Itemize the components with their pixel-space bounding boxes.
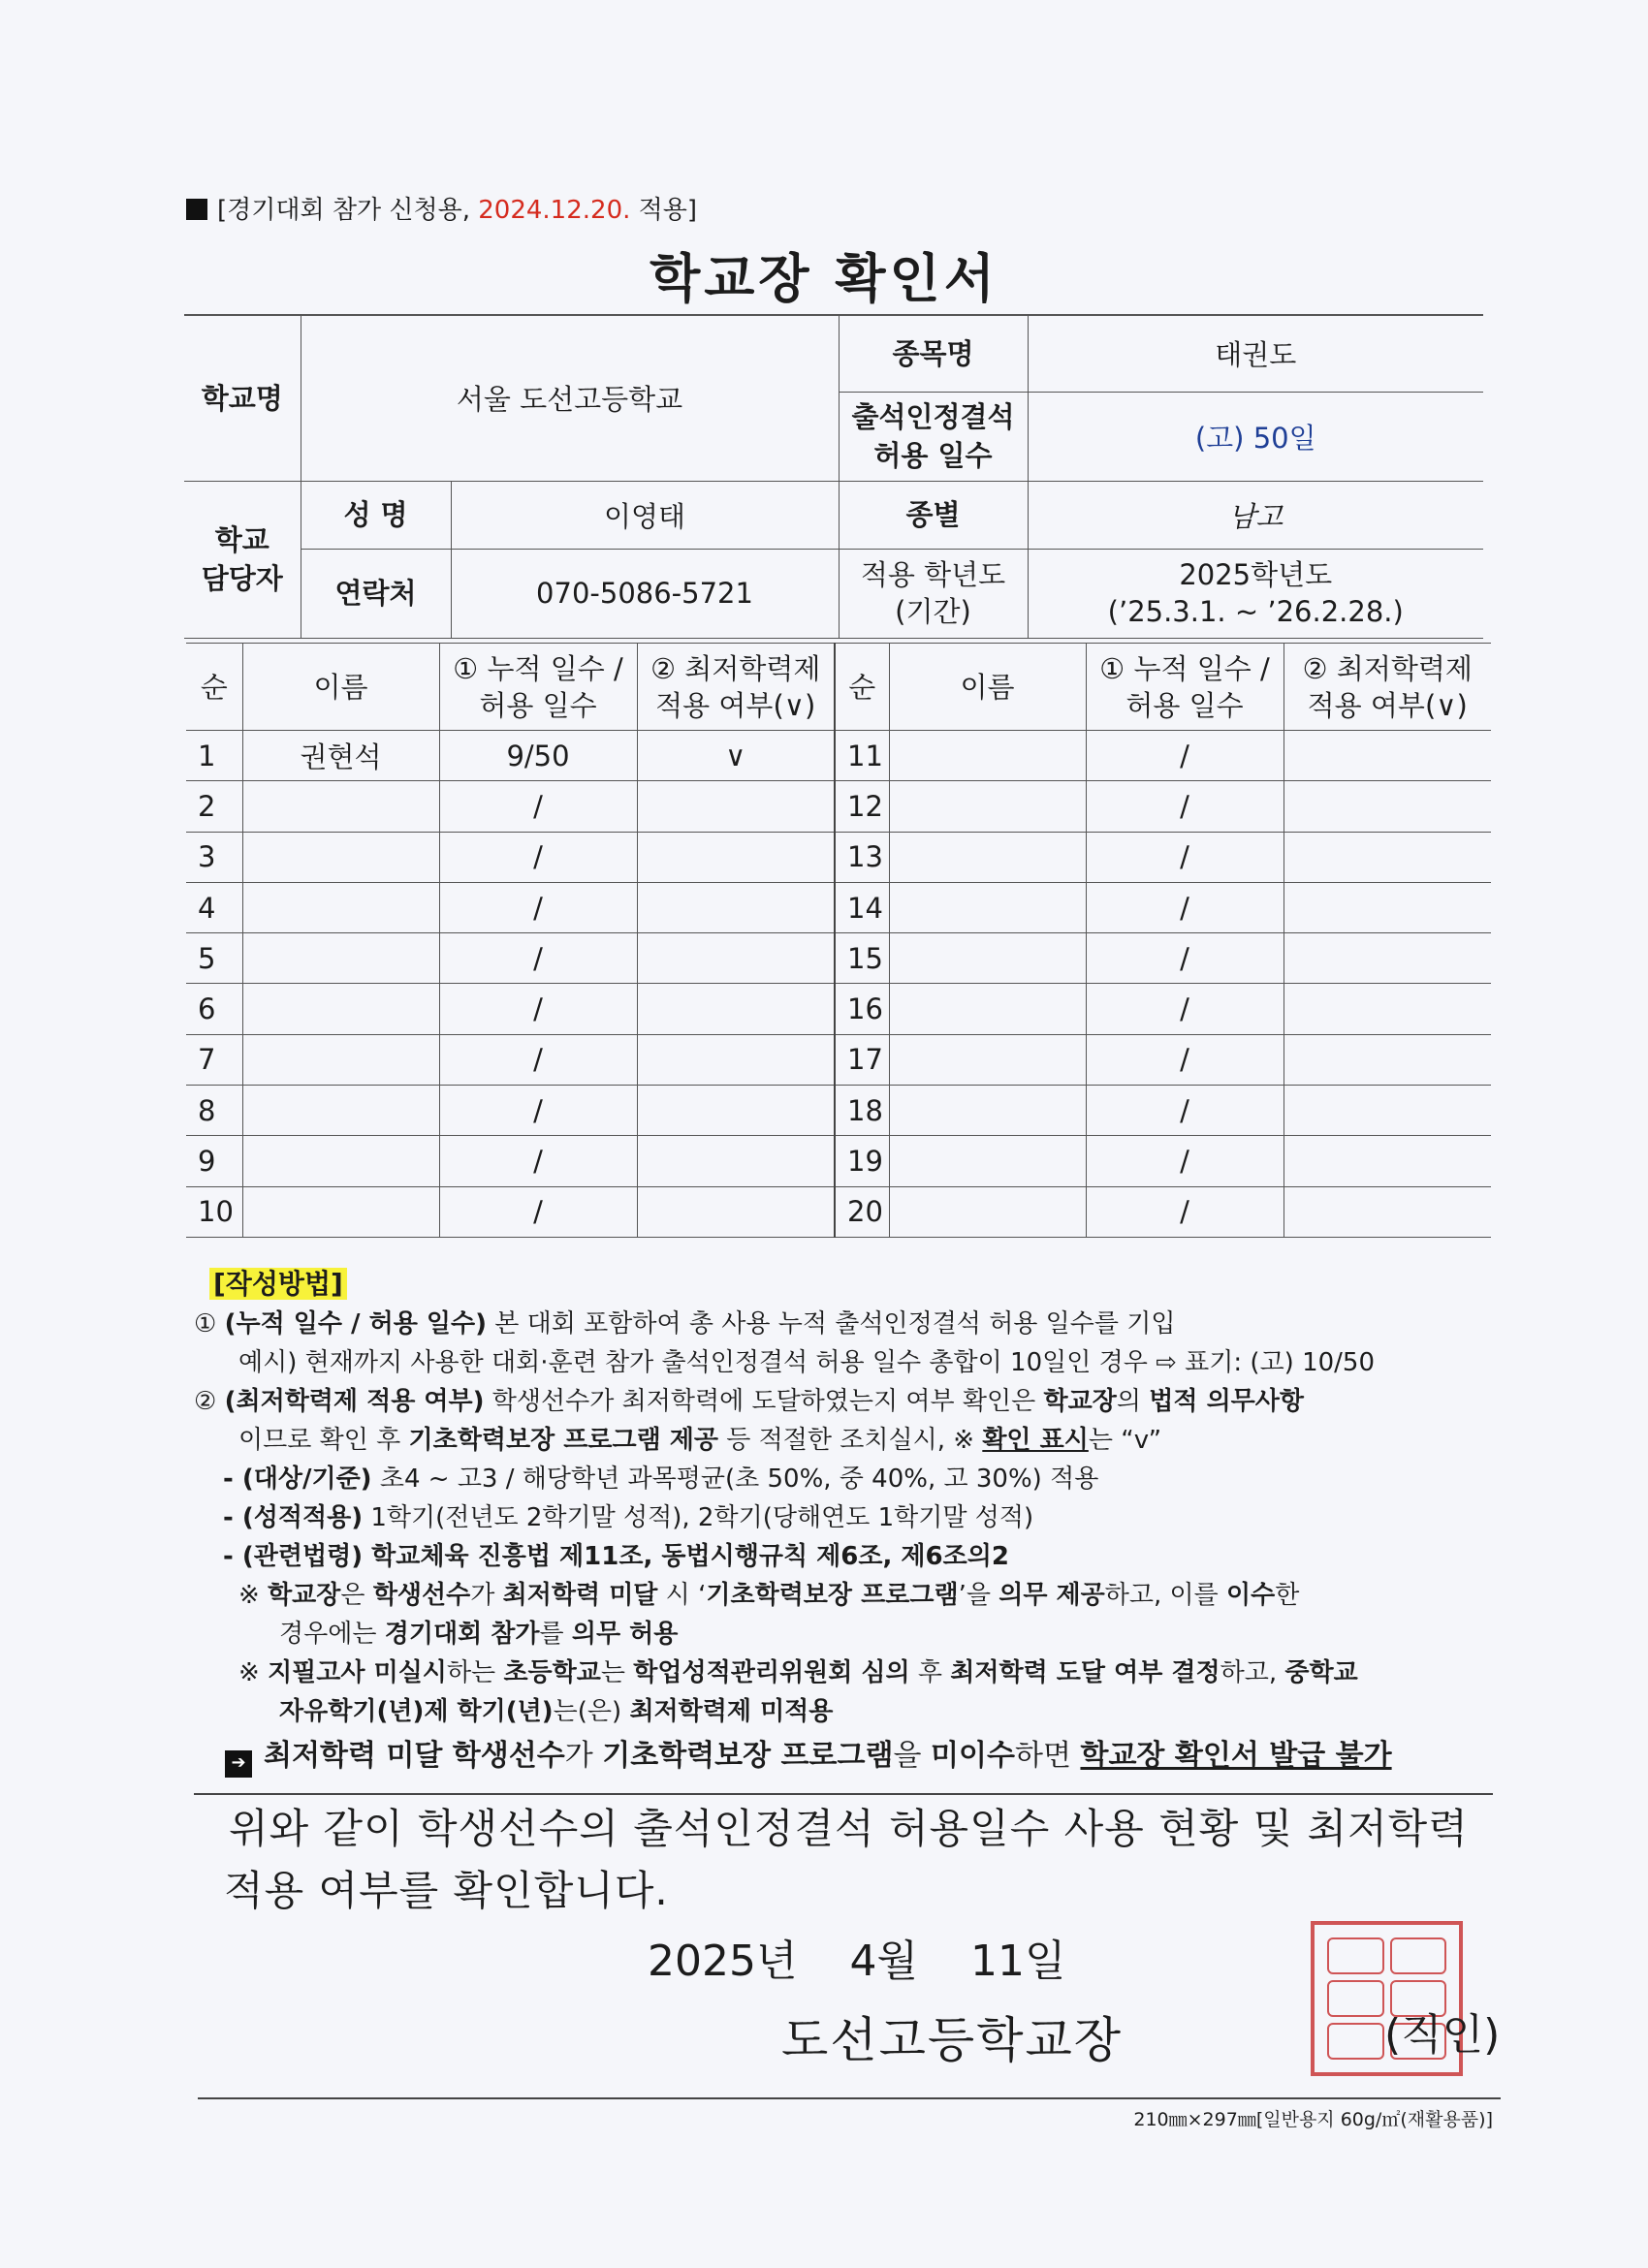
- roster-cell-min: [637, 781, 835, 832]
- note-2-c: 하는: [446, 1658, 504, 1687]
- note-2-f: 학업성적관리위원회 심의: [633, 1658, 910, 1687]
- bullet-grades-text: 1학기(전년도 2학기말 성적), 2학기(당해연도 1학기말 성적): [363, 1503, 1034, 1532]
- roster-cell-min: [1284, 1086, 1491, 1136]
- roster-cell-name: [889, 781, 1086, 832]
- roster-cell-min: [1284, 1186, 1491, 1237]
- roster-cell-no: 11: [835, 731, 889, 781]
- roster-cell-days: /: [439, 1136, 637, 1186]
- instruction-1-mark: ①: [194, 1309, 217, 1339]
- roster-cell-days: /: [439, 882, 637, 932]
- school-year-label: [839, 549, 1028, 638]
- bullet-law-text-a: 학교체육 진흥법 제11조, 동법시행규칙 제6조,: [363, 1542, 902, 1571]
- note-1-d: 학생선수: [372, 1581, 471, 1610]
- roster-cell-no: 18: [835, 1086, 889, 1136]
- roster-cell-no: 8: [186, 1086, 242, 1136]
- table-row: [186, 1086, 1491, 1136]
- roster-cell-days: /: [439, 984, 637, 1034]
- paper-spec-footer: 210㎜×297㎜[일반용지 60g/㎡(재활용품)]: [1133, 2109, 1493, 2130]
- school-info-table: [184, 316, 1483, 639]
- roster-cell-name: [889, 933, 1086, 984]
- instruction-2-line2-c: 등 적절한 조치실시, ※: [718, 1426, 983, 1455]
- instruction-2-bold: (최저학력제 적용 여부): [224, 1387, 485, 1416]
- bullet-law-bold: - (관련법령): [223, 1542, 364, 1571]
- roster-cell-min: [1284, 781, 1491, 832]
- final-warning-b: 가: [564, 1739, 603, 1773]
- roster-cell-days: /: [439, 1086, 637, 1136]
- roster-cell-name: [889, 984, 1086, 1034]
- confirmation-line1: 위와 같이 학생선수의 출석인정결석 허용일수 사용 현황 및 최저학력: [229, 1805, 1469, 1852]
- final-warning-g: 학교장 확인서 발급 불가: [1080, 1739, 1392, 1773]
- table-row: [186, 1186, 1491, 1237]
- note-1-h: 기초학력보장 프로그램: [706, 1581, 959, 1610]
- roster-cell-days: /: [1086, 984, 1284, 1034]
- roster-cell-days: 9/50: [439, 731, 637, 781]
- roster-cell-days: /: [1086, 882, 1284, 932]
- roster-cell-name: [242, 832, 439, 882]
- note-1-line2-c: 를: [539, 1620, 572, 1649]
- note-1-f: 최저학력 미달: [502, 1581, 658, 1610]
- allowance-label: [839, 392, 1028, 481]
- instruction-2-mark: ②: [194, 1387, 217, 1416]
- roster-header-days-right: [1086, 644, 1284, 731]
- roster-cell-min: [1284, 1136, 1491, 1186]
- roster-cell-min: [637, 1186, 835, 1237]
- roster-cell-name: [889, 882, 1086, 932]
- instruction-2-line2-b: 기초학력보장 프로그램 제공: [408, 1426, 718, 1455]
- bullet-target: [194, 1460, 1493, 1498]
- roster-cell-min: ∨: [637, 731, 835, 781]
- roster-cell-no: 10: [186, 1186, 242, 1237]
- roster-cell-name: [242, 1086, 439, 1136]
- note-1-a: ※: [238, 1581, 269, 1610]
- seal-label: (직인): [1384, 2010, 1501, 2060]
- roster-cell-no: 16: [835, 984, 889, 1034]
- school-name-value: 서울 도선고등학교: [301, 316, 839, 481]
- note-2-line2: [194, 1692, 1493, 1731]
- roster-cell-min: [1284, 1034, 1491, 1085]
- roster-cell-days: /: [1086, 1186, 1284, 1237]
- square-bullet-icon: [186, 199, 207, 220]
- roster-cell-days: /: [439, 781, 637, 832]
- roster-cell-min: [1284, 984, 1491, 1034]
- school-year-period: (’25.3.1. ~ ’26.2.28.): [1107, 595, 1404, 628]
- note-2-d: 초등학교: [503, 1658, 601, 1687]
- final-warning-c: 기초학력보장 프로그램: [602, 1739, 894, 1773]
- roster-cell-days: /: [439, 933, 637, 984]
- table-row: [186, 882, 1491, 932]
- note-1-l: 이수: [1226, 1581, 1276, 1610]
- school-year-value-line1: 2025학년도: [1179, 558, 1333, 591]
- roster-header-days-line2: 허용 일수: [479, 688, 597, 722]
- school-year-value: [1028, 549, 1483, 638]
- roster-cell-min: [1284, 832, 1491, 882]
- bullet-grades-bold: - (성적적용): [223, 1503, 364, 1532]
- note-2-line2-b: 는(은): [553, 1697, 630, 1726]
- roster-cell-min: [637, 1136, 835, 1186]
- roster-cell-name: [889, 731, 1086, 781]
- instructions-section: [194, 1265, 1493, 1778]
- roster-header-days: [439, 644, 637, 731]
- confirmation-line2: 적용 여부를 확인합니다.: [224, 1867, 669, 1914]
- roster-cell-days: /: [1086, 1034, 1284, 1085]
- note-2-i: 하고,: [1220, 1658, 1285, 1687]
- instructions-heading: [작성방법]: [209, 1268, 347, 1300]
- table-row: [186, 1034, 1491, 1085]
- roster-header-days-right-line2: 허용 일수: [1125, 688, 1244, 722]
- sport-label: 종목명: [839, 316, 1028, 392]
- instruction-1-bold: (누적 일수 / 허용 일수): [224, 1309, 487, 1339]
- instruction-2-bold-d: 법적 의무사항: [1149, 1387, 1305, 1416]
- roster-cell-no: 20: [835, 1186, 889, 1237]
- roster-cell-name: [889, 832, 1086, 882]
- bottom-rule: [198, 2097, 1501, 2099]
- allowance-label-line1: 출석인정결석: [851, 400, 1015, 433]
- note-1-m: 한: [1275, 1581, 1300, 1610]
- roster-cell-name: [242, 1186, 439, 1237]
- bullet-law-text-b: 제6조의2: [901, 1542, 1009, 1571]
- roster-cell-no: 7: [186, 1034, 242, 1085]
- note-2-b: 지필고사 미실시: [268, 1658, 447, 1687]
- roster-cell-days: /: [1086, 832, 1284, 882]
- note-2-line2-a: 자유학기(년)제 학기(년): [279, 1697, 554, 1726]
- instruction-1: [194, 1305, 1493, 1343]
- roster-header-no: 순: [186, 644, 242, 731]
- application-tag: [186, 190, 697, 226]
- roster-header-min-line2: 적용 여부(∨): [655, 688, 816, 722]
- bullet-target-text: 초4 ~ 고3 / 해당학년 과목평균(초 50%, 중 40%, 고 30%) 적용: [371, 1465, 1099, 1494]
- roster-cell-no: 9: [186, 1136, 242, 1186]
- gender-label: 종별: [839, 481, 1028, 549]
- note-2-line2-c: 최저학력제 미적용: [629, 1697, 834, 1726]
- instruction-2-text-c: 의: [1116, 1387, 1150, 1416]
- school-name-label: 학교명: [184, 316, 301, 481]
- roster-cell-days: /: [1086, 1086, 1284, 1136]
- roster-cell-min: [1284, 882, 1491, 932]
- roster-cell-days: /: [439, 1034, 637, 1085]
- roster-cell-min: [637, 984, 835, 1034]
- roster-cell-min: [637, 1034, 835, 1085]
- roster-header-name: 이름: [242, 644, 439, 731]
- school-year-label-line2: (기간): [895, 595, 971, 628]
- roster-header-min: [637, 644, 835, 731]
- staff-name-value: 이영태: [451, 481, 839, 549]
- note-1-line2-d: 의무 허용: [571, 1620, 679, 1649]
- roster-cell-min: [1284, 933, 1491, 984]
- roster-cell-min: [637, 882, 835, 932]
- instruction-1-example: 예시) 현재까지 사용한 대회·훈련 참가 출석인정결석 허용 일수 총합이 10일인 경우 ⇨ 표기: (고) 10/50: [238, 1348, 1376, 1377]
- roster-cell-name: [242, 1136, 439, 1186]
- note-1-line2-a: 경우에는: [279, 1620, 385, 1649]
- roster-cell-name: [242, 781, 439, 832]
- roster-cell-no: 14: [835, 882, 889, 932]
- roster-header-name-right: 이름: [889, 644, 1086, 731]
- note-2-h: 최저학력 도달 여부 결정: [950, 1658, 1220, 1687]
- table-row: [186, 984, 1491, 1034]
- roster-cell-no: 19: [835, 1136, 889, 1186]
- roster-cell-no: 5: [186, 933, 242, 984]
- note-2-a: ※: [238, 1658, 269, 1687]
- roster-header-min-right-line1: ② 최저학력제: [1302, 651, 1473, 685]
- instruction-2-line2-a: 이므로 확인 후: [238, 1426, 409, 1455]
- roster-cell-name: [889, 1086, 1086, 1136]
- roster-cell-days: /: [439, 832, 637, 882]
- note-2-e: 는: [600, 1658, 634, 1687]
- principal-title: 도선고등학교장: [781, 2012, 1124, 2068]
- roster-cell-days: /: [1086, 933, 1284, 984]
- note-1-line2-b: 경기대회 참가: [384, 1620, 540, 1649]
- roster-cell-days: /: [1086, 781, 1284, 832]
- bullet-target-bold: - (대상/기준): [223, 1465, 372, 1494]
- contact-value: 070-5086-5721: [451, 549, 839, 638]
- roster-cell-name: [242, 933, 439, 984]
- roster-cell-days: /: [439, 1186, 637, 1237]
- instruction-1-text: 본 대회 포함하여 총 사용 누적 출석인정결석 허용 일수를 기입: [486, 1309, 1176, 1339]
- roster-header-row: [186, 644, 1491, 731]
- roster-cell-name: [889, 1136, 1086, 1186]
- staff-label: [184, 481, 301, 638]
- contact-label: 연락처: [301, 549, 451, 638]
- instruction-2-line2: [194, 1421, 1493, 1460]
- table-row: [186, 933, 1491, 984]
- final-warning-f: 하면: [1014, 1739, 1081, 1773]
- roster-cell-days: /: [1086, 1136, 1284, 1186]
- note-1-g: 시 ‘: [657, 1581, 707, 1610]
- staff-name-label: 성 명: [301, 481, 451, 549]
- arrow-box-icon: ➔: [225, 1750, 252, 1778]
- roster-cell-days: /: [1086, 731, 1284, 781]
- roster-cell-name: [889, 1186, 1086, 1237]
- final-warning: [194, 1737, 1493, 1778]
- confirmation-statement: [224, 1798, 1489, 1922]
- instruction-2: [194, 1382, 1493, 1421]
- note-1-j: 의무 제공: [998, 1581, 1105, 1610]
- note-2: [194, 1654, 1493, 1692]
- roster-cell-no: 3: [186, 832, 242, 882]
- instructions-rule: [194, 1793, 1493, 1795]
- roster-header-no-right: 순: [835, 644, 889, 731]
- roster-cell-no: 2: [186, 781, 242, 832]
- note-1-k: 하고, 이를: [1104, 1581, 1227, 1610]
- roster-cell-no: 13: [835, 832, 889, 882]
- note-2-j: 중학교: [1284, 1658, 1358, 1687]
- note-1-e: 가: [470, 1581, 503, 1610]
- tag-prefix: [경기대회 참가 신청용,: [217, 196, 479, 225]
- gender-value: 남고: [1028, 481, 1483, 549]
- note-2-g: 후: [909, 1658, 951, 1687]
- instruction-2-line2-d: 확인 표시: [982, 1426, 1089, 1455]
- roster-cell-min: [1284, 731, 1491, 781]
- roster-header-min-line1: ② 최저학력제: [650, 651, 821, 685]
- table-row: [186, 731, 1491, 781]
- roster-cell-min: [637, 832, 835, 882]
- staff-label-line1: 학교: [214, 523, 269, 556]
- tag-date: 2024.12.20.: [478, 196, 631, 225]
- school-year-label-line1: 적용 학년도: [860, 558, 1006, 591]
- bullet-grades: [194, 1498, 1493, 1537]
- note-1-i: ’을: [958, 1581, 999, 1610]
- instruction-2-line2-e: 는 “v”: [1088, 1426, 1162, 1455]
- roster-header-min-right-line2: 적용 여부(∨): [1307, 688, 1468, 722]
- instruction-2-bold-b: 학교장: [1043, 1387, 1117, 1416]
- roster-cell-name: [889, 1034, 1086, 1085]
- roster-cell-name: 권현석: [242, 731, 439, 781]
- note-1-c: 은: [340, 1581, 373, 1610]
- staff-label-line2: 담당자: [201, 562, 283, 595]
- table-row: [186, 832, 1491, 882]
- table-row: [186, 1136, 1491, 1186]
- sport-value: 태권도: [1028, 316, 1483, 392]
- athlete-roster-table: [186, 643, 1491, 1238]
- final-warning-d: 을: [893, 1739, 932, 1773]
- issue-date: 2025년 4월 11일: [648, 1937, 1066, 1986]
- roster-cell-no: 12: [835, 781, 889, 832]
- roster-cell-name: [242, 984, 439, 1034]
- final-warning-e: 미이수: [931, 1739, 1015, 1773]
- allowance-label-line2: 허용 일수: [873, 439, 993, 472]
- table-row: [186, 781, 1491, 832]
- tag-suffix: 적용]: [630, 196, 698, 225]
- final-warning-a: 최저학력 미달 학생선수: [264, 1739, 565, 1773]
- bullet-law: [194, 1537, 1493, 1576]
- roster-header-days-line1: ① 누적 일수 /: [453, 651, 623, 685]
- roster-cell-min: [637, 933, 835, 984]
- allowance-value: (고) 50일: [1028, 392, 1483, 481]
- roster-cell-name: [242, 882, 439, 932]
- roster-header-days-right-line1: ① 누적 일수 /: [1099, 651, 1270, 685]
- document-title: 학교장 확인서: [650, 248, 998, 309]
- note-1: [194, 1576, 1493, 1615]
- roster-cell-no: 17: [835, 1034, 889, 1085]
- roster-cell-no: 15: [835, 933, 889, 984]
- roster-cell-no: 1: [186, 731, 242, 781]
- roster-cell-no: 4: [186, 882, 242, 932]
- instruction-2-text-a: 학생선수가 최저학력에 도달하였는지 여부 확인은: [484, 1387, 1044, 1416]
- roster-header-min-right: [1284, 644, 1491, 731]
- roster-cell-min: [637, 1086, 835, 1136]
- note-1-line2: [194, 1615, 1493, 1654]
- roster-cell-no: 6: [186, 984, 242, 1034]
- roster-cell-name: [242, 1034, 439, 1085]
- note-1-b: 학교장: [268, 1581, 341, 1610]
